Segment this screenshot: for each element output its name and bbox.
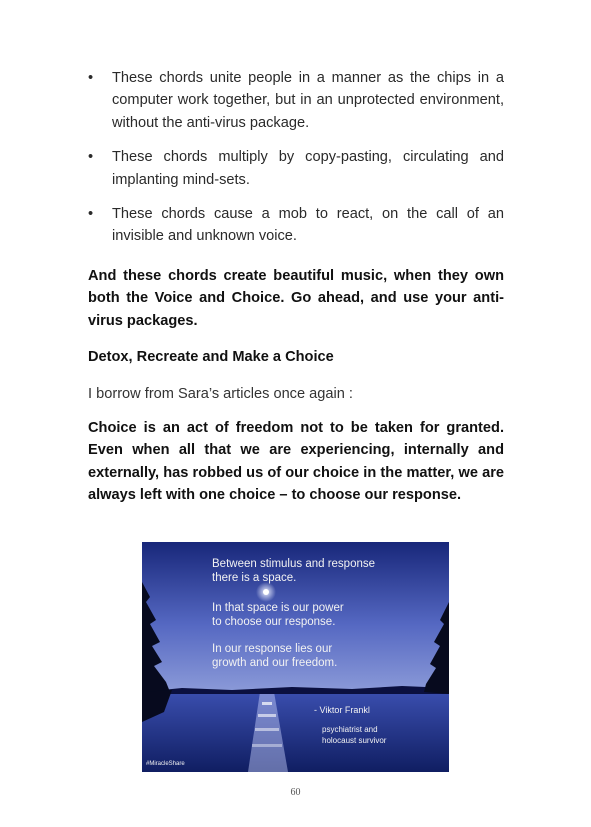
bullet-mark: • — [88, 206, 94, 223]
bullet-mark: • — [88, 70, 94, 86]
quote-image — [142, 542, 449, 772]
bold-paragraph-choice: Choice is an act of freedom not to be taken for granted. Even when all that we are experiencing, internally and externally, has robbed us of our choice in the matter, we are always left with one choice – to choose our response. — [88, 420, 504, 504]
quote-line: growth and our freedom. — [212, 657, 338, 669]
bullet-mark: • — [88, 149, 94, 166]
bullet-text: These chords unite people in a manner as the chips in a computer work together, but in an unprotected environment, without the anti-virus package. — [112, 70, 504, 131]
author-description: psychiatrist and — [322, 725, 378, 734]
author-description: holocaust survivor — [322, 736, 387, 745]
quote-line: Between stimulus and response — [212, 558, 376, 570]
bullet-list — [88, 67, 504, 260]
section-heading: Detox, Recreate and Make a Choice — [88, 349, 334, 365]
quote-line: there is a space. — [212, 572, 297, 584]
quote-author: - Viktor Frankl — [314, 705, 370, 715]
list-item — [88, 203, 504, 248]
page-number: 60 — [290, 787, 301, 798]
bold-paragraph-voice-choice: And these chords create beautiful music, when they own both the Voice and Choice. Go ahead, and use your anti-virus packages. — [88, 268, 504, 329]
intro-paragraph: I borrow from Sara’s articles once again : — [88, 386, 353, 402]
list-item — [88, 67, 504, 134]
bullet-text: These chords multiply by copy-pasting, circulating and implanting mind-sets. — [112, 149, 504, 188]
list-item — [88, 146, 504, 191]
quote-line: In our response lies our — [212, 643, 333, 655]
quote-line: In that space is our power — [212, 602, 344, 614]
bullet-text: These chords cause a mob to react, on the call of an invisible and unknown voice. — [112, 206, 504, 245]
lake-water — [142, 690, 449, 772]
quote-line: to choose our response. — [212, 616, 336, 628]
image-tag: #MiracleShare — [146, 761, 185, 767]
